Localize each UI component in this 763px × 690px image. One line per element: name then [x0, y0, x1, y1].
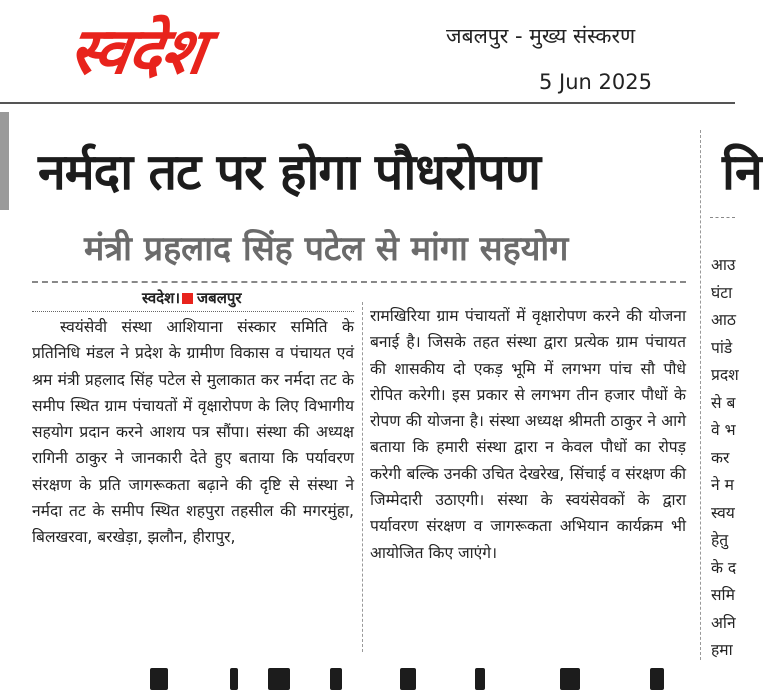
headline-divider — [32, 281, 686, 283]
column-divider — [362, 302, 363, 652]
red-square-icon — [182, 293, 193, 304]
neighbor-line: स्वय — [711, 503, 735, 522]
cropped-glyph — [230, 668, 238, 690]
neighbor-line: हेतु — [711, 531, 729, 549]
edition-label: जबलपुर - मुख्य संस्करण — [446, 24, 636, 48]
article-column-1: स्वयंसेवी संस्था आशियाना संस्कार समिति के प्रतिनिधि मंडल ने प्रदेश के ग्रामीण विकास व पंचायत एवं श्रम मंत्री प्रहलाद सिंह पटेल से मुलाकात कर नर्मदा तट के समीप स्थित ग्राम पंचायतों में वृक्षारोपण के लिए विभागीय सहयोग प्रदान करने आशय पत्र सौंपा। संस्था की अध्यक्ष रागिनी ठाकुर ने जानकारी देते हुए बताया कि पर्यावरण संरक्षण के प्रति जागरूकता बढ़ाने की दृष्टि से संस्था ने नर्मदा तट के समीप स्थित शहपुरा तहसील की मगरमुंहा, बिलखरवा, बरखेड़ा, झलौन, हीरापुर, — [32, 318, 354, 547]
neighbor-line: अनि — [711, 613, 736, 632]
cropped-glyph — [330, 668, 342, 690]
neighbor-headline-divider — [710, 217, 735, 218]
cropped-glyph — [475, 668, 485, 690]
neighbor-line: आठ — [711, 311, 736, 329]
byline-source: स्वदेश — [142, 289, 175, 307]
neighbor-line: के द — [711, 558, 737, 577]
byline: स्वदेश। जबलपुर — [142, 289, 242, 307]
neighbor-line: प्रदश — [711, 366, 739, 384]
cropped-glyph — [268, 668, 290, 690]
neighbor-line: ने म — [711, 476, 734, 494]
masthead — [0, 0, 735, 104]
neighbor-line: वे भ — [711, 421, 736, 439]
header-divider — [0, 102, 735, 104]
adjacent-photo-edge — [0, 112, 9, 210]
article-column-2: रामखिरिया ग्राम पंचायतों में वृक्षारोपण करने की योजना बनाई है। जिसके तहत संस्था द्वारा प्रत्येक ग्राम पंचायत की शासकीय दो एकड़ भूमि में लगभग पांच सौ पौधे रोपित करेगी। इस प्रकार से लगभग तीन हजार पौधों के रोपण की योजना है। संस्था अध्यक्ष श्रीमती ठाकुर ने आगे बताया कि हमारी संस्था द्वारा न केवल पौधों का रोपड़ करेगी बल्कि उनकी उचित देखरेख, सिंचाई व संरक्षण की जिम्मेदारी उठाएगी। संस्था के स्वयंसेवकों के द्वारा पर्यावरण संरक्षण व जागरूकता अभियान कार्यक्रम भी आयोजित किए जाएंगे। — [370, 307, 686, 562]
article-subheadline: मंत्री प्रहलाद सिंह पटेल से मांगा सहयोग — [84, 229, 569, 269]
neighbor-headline: नि — [722, 143, 763, 201]
neighbor-line: घंटा — [711, 283, 733, 302]
article-headline: नर्मदा तट पर होगा पौधरोपण — [38, 143, 540, 201]
cropped-glyph — [560, 668, 580, 690]
byline-place: जबलपुर — [197, 289, 242, 307]
neighbor-line: पांडे — [711, 338, 733, 357]
neighbor-line: समि — [711, 586, 735, 604]
edition-date: 5 Jun 2025 — [539, 70, 652, 94]
neighbor-line: कर — [711, 448, 730, 467]
byline-divider — [32, 311, 354, 312]
cropped-glyph — [650, 668, 664, 690]
newspaper-logo: स्वदेश — [64, 15, 210, 89]
neighbor-line: हमा — [711, 641, 733, 659]
cropped-glyph — [150, 668, 168, 690]
next-headline-cropped — [0, 668, 735, 690]
neighbor-line: से ब — [711, 393, 736, 412]
cropped-glyph — [400, 668, 416, 690]
neighbor-line: आउ — [711, 256, 736, 274]
neighbor-article-text — [711, 252, 751, 665]
article-divider — [700, 130, 701, 660]
